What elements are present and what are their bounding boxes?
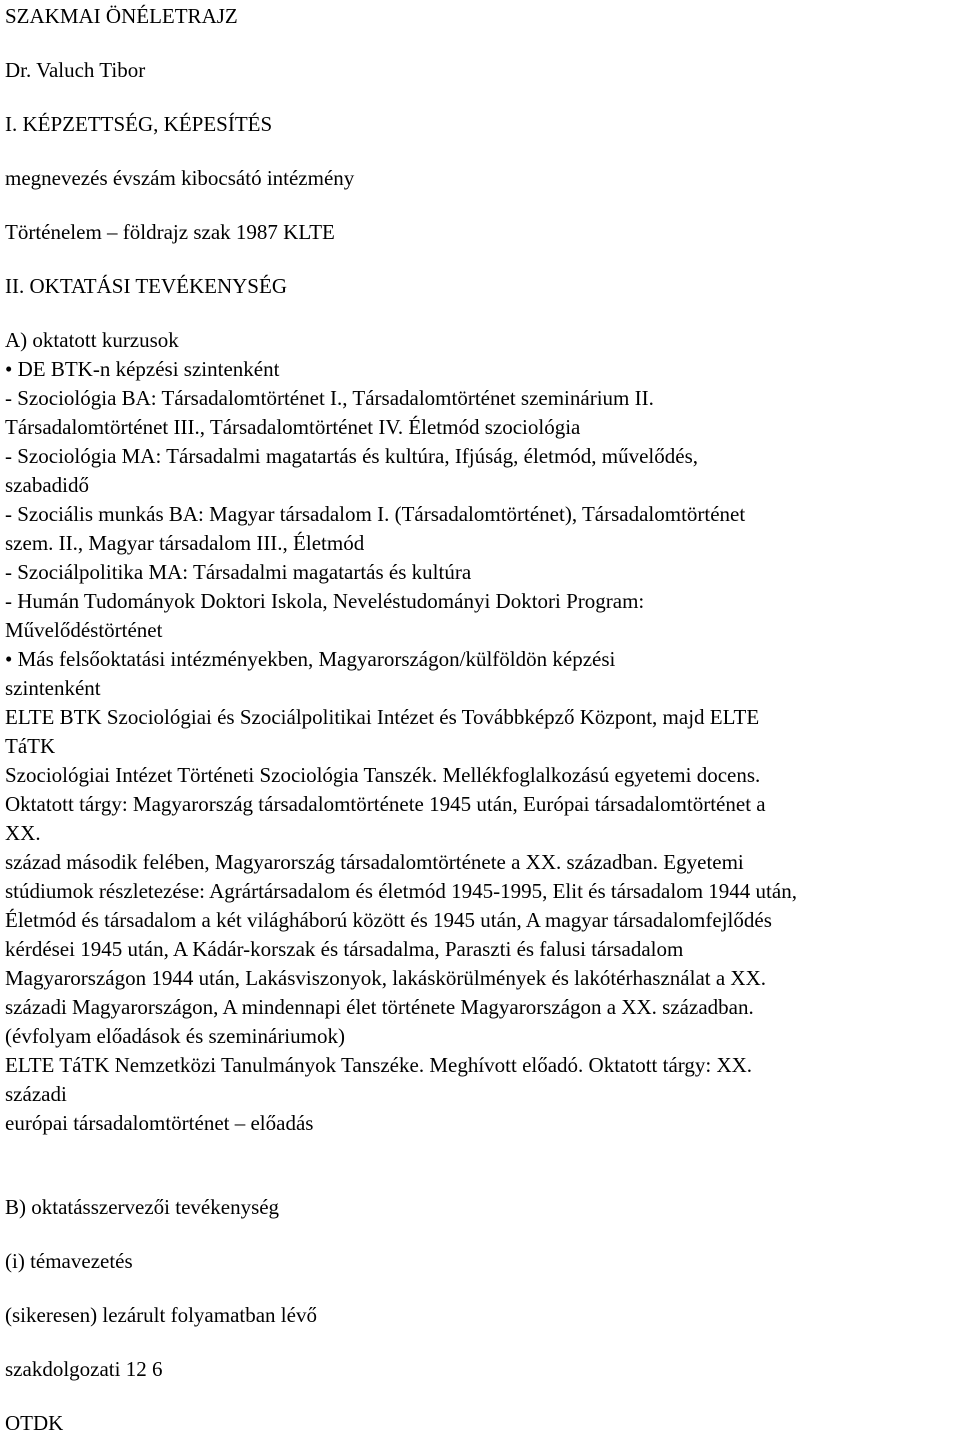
section-heading-teaching: II. OKTATÁSI TEVÉKENYSÉG	[5, 274, 287, 298]
course-line: TáTK	[5, 734, 56, 758]
course-line: századi	[5, 1082, 67, 1106]
course-line: • Más felsőoktatási intézményekben, Magyarországon/külföldön képzési	[5, 647, 616, 671]
course-line: - Szociológia MA: Társadalmi magatartás és kultúra, Ifjúság, életmód, művelődés,	[5, 444, 699, 468]
supervision-status: (sikeresen) lezárult folyamatban lévő	[5, 1303, 317, 1327]
course-line: • DE BTK-n képzési szintenként	[5, 357, 280, 381]
course-line: Szociológiai Intézet Történeti Szociológia Tanszék. Mellékfoglalkozású egyetemi docens.	[5, 763, 761, 787]
course-line: - Humán Tudományok Doktori Iskola, Neveléstudományi Doktori Program:	[5, 589, 645, 613]
course-line: XX.	[5, 821, 41, 845]
education-columns: megnevezés évszám kibocsátó intézmény	[5, 166, 355, 190]
document-title: SZAKMAI ÖNÉLETRAJZ	[5, 4, 238, 28]
course-line: - Szociológia BA: Társadalomtörténet I., Társadalomtörténet szeminárium II.	[5, 386, 654, 410]
course-line: ELTE BTK Szociológiai és Szociálpolitikai Intézet és Továbbképző Központ, majd ELTE	[5, 705, 760, 729]
course-line: (évfolyam előadások és szemináriumok)	[5, 1024, 345, 1048]
course-line: - Szociálpolitika MA: Társadalmi magatartás és kultúra	[5, 560, 472, 584]
course-line: Társadalomtörténet III., Társadalomtörténet IV. Életmód szociológia	[5, 415, 581, 439]
section-heading-education: I. KÉPZETTSÉG, KÉPESÍTÉS	[5, 112, 273, 136]
course-line: európai társadalomtörténet – előadás	[5, 1111, 314, 1135]
course-line: Magyarországon 1944 után, Lakásviszonyok, lakáskörülmények és lakótérhasználat a XX.	[5, 966, 767, 990]
course-line: szabadidő	[5, 473, 89, 497]
course-line: századi Magyarországon, A mindennapi élet története Magyarországon a XX. században.	[5, 995, 754, 1019]
course-line: kérdései 1945 után, A Kádár-korszak és társadalma, Paraszti és falusi társadalom	[5, 937, 684, 961]
course-line: szintenként	[5, 676, 101, 700]
course-line: Életmód és társadalom a két világháború között és 1945 után, A magyar társadalomfejlődés	[5, 908, 772, 932]
subsection-courses: A) oktatott kurzusok	[5, 328, 179, 352]
document-page	[5, 0, 955, 1438]
otdk-label: OTDK	[5, 1411, 64, 1435]
course-line: Művelődéstörténet	[5, 618, 163, 642]
course-list	[5, 355, 955, 1138]
subsection-organization: B) oktatásszervezői tevékenység	[5, 1195, 280, 1219]
course-line: Oktatott tárgy: Magyarország társadalomtörténete 1945 után, Európai társadalomtörténet a	[5, 792, 766, 816]
course-line: ELTE TáTK Nemzetközi Tanulmányok Tanszéke. Meghívott előadó. Oktatott tárgy: XX.	[5, 1053, 753, 1077]
course-line: - Szociális munkás BA: Magyar társadalom I. (Társadalomtörténet), Társadalomtörténet	[5, 502, 746, 526]
thesis-count: szakdolgozati 12 6	[5, 1357, 163, 1381]
course-line: stúdiumok részletezése: Agrártársadalom és életmód 1945-1995, Elit és társadalom 1944 után,	[5, 879, 797, 903]
theme-leading: (i) témavezetés	[5, 1249, 133, 1273]
course-line: század második felében, Magyarország társadalomtörténete a XX. században. Egyetemi	[5, 850, 744, 874]
author-name: Dr. Valuch Tibor	[5, 58, 146, 82]
education-entry: Történelem – földrajz szak 1987 KLTE	[5, 220, 335, 244]
course-line: szem. II., Magyar társadalom III., Életmód	[5, 531, 365, 555]
